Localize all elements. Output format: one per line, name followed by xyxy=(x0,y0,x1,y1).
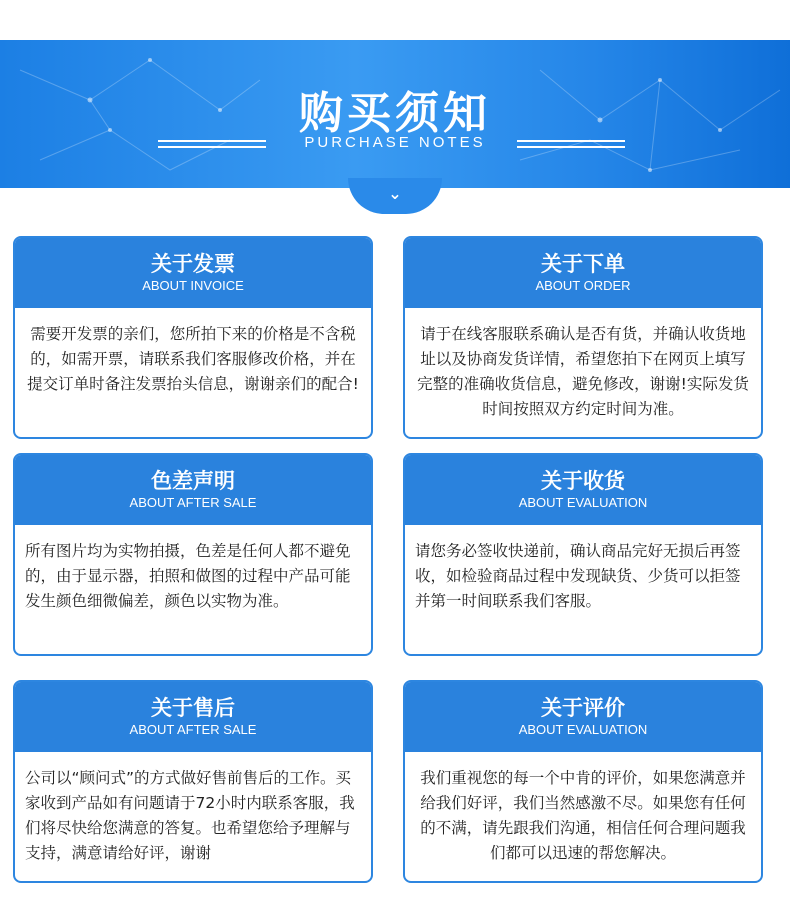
card-subtitle: ABOUT EVALUATION xyxy=(518,495,648,510)
card-text: 请于在线客服联系确认是否有货，并确认收货地址以及协商发货详情，希望您拍下在网页上填写完整的准确收货信息，避免修改，谢谢!实际发货时间按照双方约定时间为准。 xyxy=(417,325,749,418)
card-header xyxy=(15,682,371,752)
card-title: 关于售后 xyxy=(151,696,235,720)
page-title: 购买须知 xyxy=(299,88,491,139)
card-subtitle: ABOUT AFTER SALE xyxy=(129,495,257,510)
card-text: 需要开发票的亲们，您所拍下来的价格是不含税的，如需开票，请联系我们客服修改价格，并在提交订单时备注发票抬头信息，谢谢亲们的配合! xyxy=(27,325,359,393)
card-evaluation xyxy=(403,680,763,883)
card-header xyxy=(15,238,371,308)
card-subtitle: ABOUT ORDER xyxy=(535,278,631,293)
card-color-difference xyxy=(13,453,373,656)
card-title: 关于发票 xyxy=(151,252,235,276)
card-title: 色差声明 xyxy=(151,469,235,493)
card-text: 所有图片均为实物拍摄，色差是任何人都不避免的，由于显示器，拍照和做图的过程中产品可能发生颜色细微偏差，颜色以实物为准。 xyxy=(25,542,351,610)
card-subtitle: ABOUT AFTER SALE xyxy=(129,722,257,737)
card-receipt xyxy=(403,453,763,656)
scroll-down-tab xyxy=(348,178,442,214)
card-order xyxy=(403,236,763,439)
card-title: 关于评价 xyxy=(541,696,625,720)
page-subtitle: PURCHASE NOTES xyxy=(304,134,486,151)
card-subtitle: ABOUT EVALUATION xyxy=(518,722,648,737)
card-header xyxy=(405,455,761,525)
chevron-down-icon: ⌄ xyxy=(388,184,402,203)
card-text: 请您务必签收快递前，确认商品完好无损后再签收，如检验商品过程中发现缺货、少货可以拒签并第一时间联系我们客服。 xyxy=(415,542,741,610)
card-invoice xyxy=(13,236,373,439)
card-text: 公司以“顾问式”的方式做好售前售后的工作。买家收到产品如有问题请于72小时内联系客服，我们将尽快给您满意的答复。也希望您给予理解与支持，满意请给好评，谢谢 xyxy=(25,769,355,862)
header-banner xyxy=(0,40,790,188)
card-header xyxy=(15,455,371,525)
card-after-sale xyxy=(13,680,373,883)
card-header xyxy=(405,238,761,308)
card-subtitle: ABOUT INVOICE xyxy=(142,278,244,293)
card-title: 关于下单 xyxy=(541,252,625,276)
card-title: 关于收货 xyxy=(541,469,625,493)
card-text: 我们重视您的每一个中肯的评价，如果您满意并给我们好评，我们当然感激不尽。如果您有任何的不满，请先跟我们沟通，相信任何合理问题我们都可以迅速的帮您解决。 xyxy=(420,769,746,862)
card-header xyxy=(405,682,761,752)
